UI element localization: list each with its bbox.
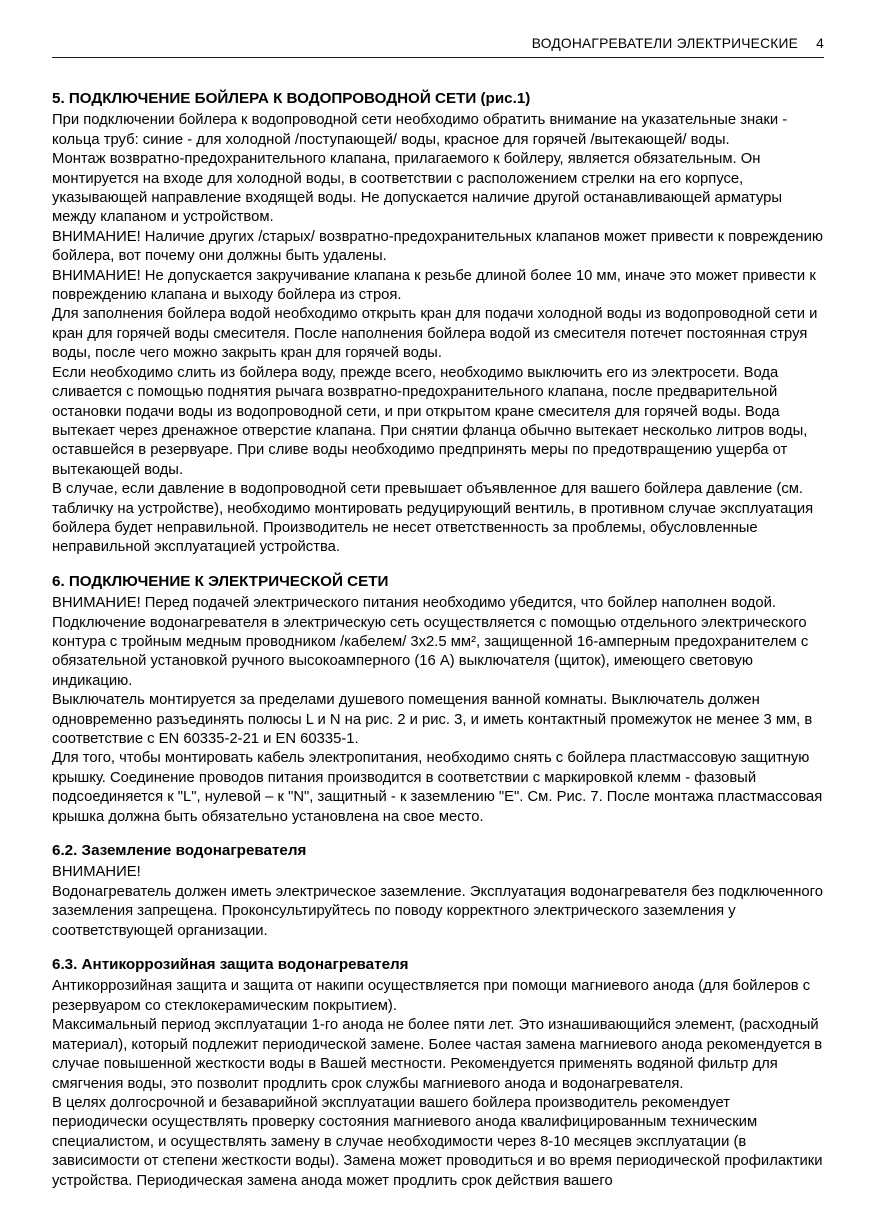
paragraph: ВНИМАНИЕ! Не допускается закручивание клапана к резьбе длиной более 10 мм, иначе это может привести к повреждению клапана и выходу бойлера из строя. — [52, 267, 816, 304]
paragraph: Выключатель монтируется за пределами душевого помещения ванной комнаты. Выключатель должен одновременно разъединять полюсы L и N на рис. 2 и рис. 3, и иметь контактный промежуток не менее 3 мм, в соответствие с EN 60335-2-21 и EN 60335-1. — [52, 692, 813, 747]
paragraph: Для того, чтобы монтировать кабель электропитания, необходимо снять с бойлера пластмассовую защитную крышку. Соединение проводов питания производится в соответствии с маркировкой клемм - фазовый подсоединяется к "L", нулевой – к "N", защитный - к заземлению "Е". См. Рис. 7. После монтажа пластмассовая крышка должна быть обязательно установлена на свое место. — [52, 750, 823, 825]
paragraph: ВНИМАНИЕ! Наличие других /старых/ возвратно-предохранительных клапанов может привести к повреждению бойлера, вот почему они должны быть удалены. — [52, 228, 823, 265]
section-water-connection — [52, 89, 824, 558]
paragraph: При подключении бойлера к водопроводной сети необходимо обратить внимание на указательные знаки - кольца труб: синие - для холодной /поступающей/ воды, красное для горячей /вытекающей/ воды. — [52, 112, 788, 148]
section-grounding — [52, 841, 824, 941]
section-anticorrosion — [52, 955, 824, 1191]
paragraph: Если необходимо слить из бойлера воду, прежде всего, необходимо выключить его из электросети. Вода сливается с помощью поднятия рычага возвратно-предохранительного клапана, после предварительной остановки подачи воды из водопроводной сети, и при открытом кране смесителя для горячей воды. Вода вытекает через дренажное отверстие клапана. При снятии фланца обычно вытекает несколько литров воды, оставшейся в резервуаре. При сливе воды необходимо предпринять меры по предотвращению ущерба от вытекающей воды. — [52, 364, 808, 478]
paragraph: Для заполнения бойлера водой необходимо открыть кран для подачи холодной воды из водопроводной сети и кран для горячей воды смесителя. После наполнения бойлера водой из смесителя потечет постоянная струя воды, после чего можно закрыть кран для горячей воды. — [52, 306, 818, 362]
paragraph: Монтаж возвратно-предохранительного клапана, прилагаемого к бойлеру, является обязательным. Он монтируется на входе для холодной воды, в соответствии с расположением стрелки на его корпусе, указывающей направление входящей воды. Не допускается наличие другой останавливающей арматуры между клапаном и устройством. — [52, 151, 783, 226]
page-header — [52, 36, 824, 58]
section-electric-connection — [52, 572, 824, 827]
section-heading: 6. ПОДКЛЮЧЕНИЕ К ЭЛЕКТРИЧЕСКОЙ СЕТИ — [52, 572, 389, 590]
paragraph: Водонагреватель должен иметь электрическое заземление. Эксплуатация водонагревателя без подключенного заземления запрещена. Проконсультируйтесь по поводу корректного электрического заземления у соответствующей организации. — [52, 883, 823, 939]
header-title: ВОДОНАГРЕВАТЕЛИ ЭЛЕКТРИЧЕСКИЕ — [531, 36, 798, 51]
section-heading: 6.3. Антикоррозийная защита водонагревателя — [52, 956, 409, 974]
paragraph: Максимальный период эксплуатации 1-го анода не более пяти лет. Это изнашивающийся элемент, (расходный материал), который подлежит периодической замене. Более частая замена магниевого анода рекомендуется в случае повышенной жесткости воды в Вашей местности. Рекомендуется применять водяной фильтр для смягчения воды, это позволит продлить срок службы магниевого анода и водонагревателя. — [52, 1017, 823, 1092]
paragraph: В целях долгосрочной и безаварийной эксплуатации вашего бойлера производитель рекомендует периодически осуществлять проверку состояния магниевого анода квалифицированным техническим специалистом, и осуществлять замену в случае необходимости через 8-10 месяцев эксплуатации (в зависимости от степени жесткости воды). Замена может проводиться и во время периодической профилактики устройства. Периодическая замена анода может продлить срок действия вашего — [52, 1094, 823, 1189]
section-heading: 5. ПОДКЛЮЧЕНИЕ БОЙЛЕРА К ВОДОПРОВОДНОЙ СЕТИ (рис.1) — [52, 90, 531, 107]
page-number: 4 — [816, 36, 824, 51]
paragraph: Подключение водонагревателя в электрическую сеть осуществляется с помощью отдельного электрического контура с тройным медным проводником /кабелем/ 3х2.5 мм², защищенной 16-амперным предохранителем с обязательной установкой ручного высокоамперного (16 А) выключателя (щиток), имеющего световую индикацию. — [52, 614, 809, 689]
section-heading: 6.2. Заземление водонагревателя — [52, 842, 307, 860]
paragraph: В случае, если давление в водопроводной сети превышает объявленное для вашего бойлера давление (см. табличку на устройстве), необходимо монтировать редуцирующий вентиль, в противном случае эксплуатация бойлера будет неправильной. Производитель не несет ответственность за проблемы, обусловленные неправильной эксплуатацией устройства. — [52, 481, 814, 556]
paragraph: ВНИМАНИЕ! — [52, 864, 141, 881]
document-body — [52, 89, 824, 1191]
paragraph: ВНИМАНИЕ! Перед подачей электрического питания необходимо убедится, что бойлер наполнен водой. — [52, 595, 776, 612]
paragraph: Антикоррозийная защита и защита от накипи осуществляется при помощи магниевого анода (для бойлеров с резервуаром со стеклокерамическим покрытием). — [52, 978, 811, 1014]
